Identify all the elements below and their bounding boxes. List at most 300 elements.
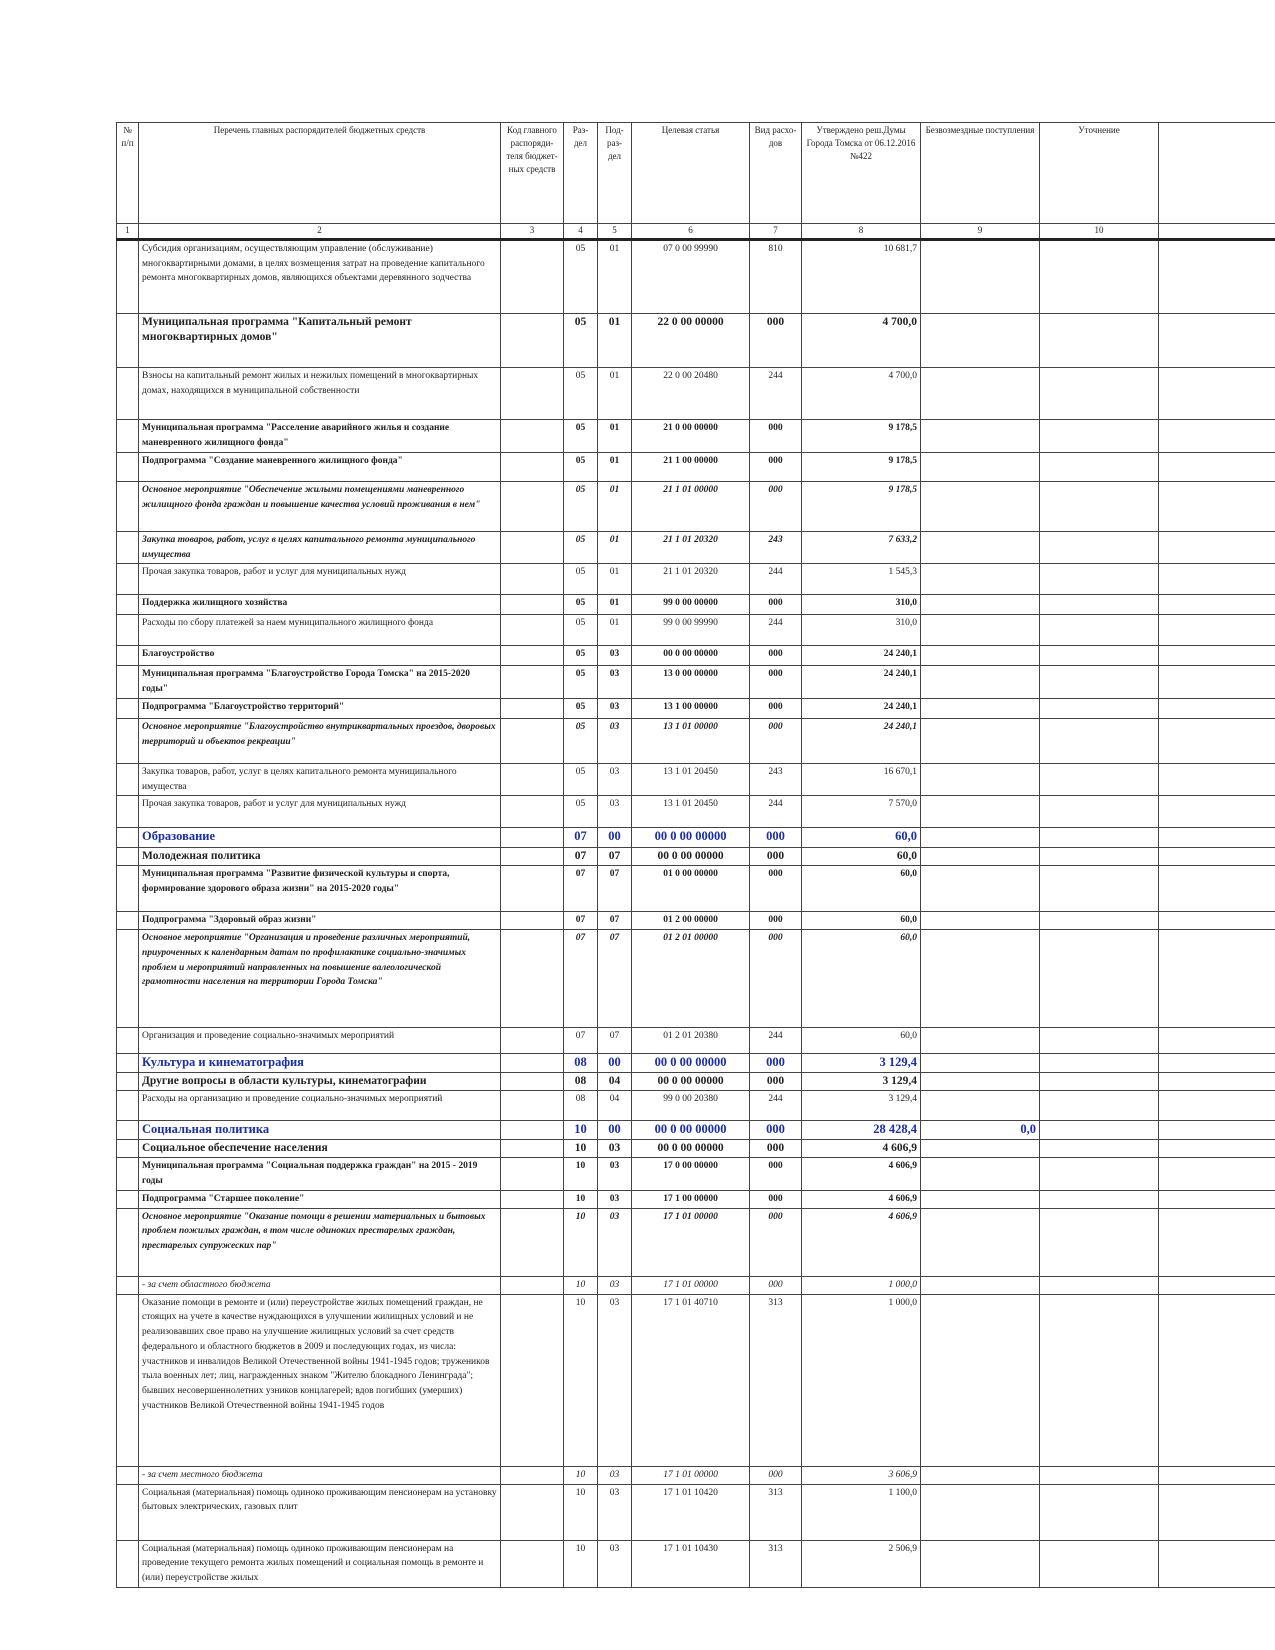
gratuitous-cell	[921, 718, 1040, 763]
colnum: 5	[598, 224, 632, 240]
approved-sum-cell: 1 100,0	[802, 1484, 921, 1540]
gratuitous-cell	[921, 419, 1040, 452]
approved-sum-cell: 7 633,2	[802, 531, 921, 563]
name-cell: Социальная (материальная) помощь одиноко проживающим пенсионерам на проведение текущего ремонта жилых помещений и социальная помощь в ремонте и (или) переустройстве жилых	[139, 1540, 501, 1587]
gratuitous-cell	[921, 1158, 1040, 1190]
manager-code-cell	[501, 419, 564, 452]
gratuitous-cell	[921, 698, 1040, 718]
expense-type-cell: 000	[750, 848, 802, 866]
section-cell: 07	[564, 912, 598, 930]
target-article-cell: 00 0 00 00000	[632, 828, 750, 848]
extra-cell	[1159, 452, 1275, 481]
subsection-cell: 00	[598, 1054, 632, 1073]
table-row	[117, 452, 1275, 481]
expense-type-cell: 244	[750, 1028, 802, 1054]
section-cell: 10	[564, 1466, 598, 1484]
gratuitous-cell	[921, 646, 1040, 666]
table-row	[117, 595, 1275, 615]
table-row	[117, 796, 1275, 828]
target-article-cell: 21 1 01 20320	[632, 564, 750, 595]
manager-code-cell	[501, 698, 564, 718]
target-article-cell: 21 1 01 20320	[632, 531, 750, 563]
clarification-cell	[1040, 313, 1159, 367]
name-cell: Благоустройство	[139, 646, 501, 666]
header-approved: Утверждено реш.Думы Города Томска от 06.12.2016 №422	[802, 123, 921, 224]
subsection-cell: 01	[598, 481, 632, 531]
num-cell	[117, 615, 139, 646]
subsection-cell: 03	[598, 796, 632, 828]
manager-code-cell	[501, 646, 564, 666]
clarification-cell	[1040, 1121, 1159, 1140]
num-cell	[117, 1276, 139, 1294]
target-article-cell: 01 2 01 20380	[632, 1028, 750, 1054]
num-cell	[117, 1054, 139, 1073]
approved-sum-cell: 60,0	[802, 828, 921, 848]
target-article-cell: 17 1 01 00000	[632, 1276, 750, 1294]
extra-cell	[1159, 930, 1275, 1028]
manager-code-cell	[501, 615, 564, 646]
target-article-cell: 00 0 00 00000	[632, 646, 750, 666]
target-article-cell: 01 2 01 00000	[632, 930, 750, 1028]
table-header-row	[117, 123, 1275, 224]
expense-type-cell: 000	[750, 1276, 802, 1294]
table-row	[117, 1073, 1275, 1091]
extra-cell	[1159, 1158, 1275, 1190]
num-cell	[117, 1294, 139, 1466]
section-cell: 05	[564, 564, 598, 595]
subsection-cell: 01	[598, 452, 632, 481]
section-cell: 08	[564, 1091, 598, 1121]
approved-sum-cell: 24 240,1	[802, 666, 921, 698]
gratuitous-cell	[921, 313, 1040, 367]
colnum: 2	[139, 224, 501, 240]
gratuitous-cell	[921, 531, 1040, 563]
num-cell	[117, 1540, 139, 1587]
name-cell: Социальное обеспечение населения	[139, 1140, 501, 1158]
section-cell: 05	[564, 481, 598, 531]
extra-cell	[1159, 698, 1275, 718]
section-cell: 07	[564, 1028, 598, 1054]
header-clarification: Уточнение	[1040, 123, 1159, 224]
table-row	[117, 848, 1275, 866]
name-cell: Оказание помощи в ремонте и (или) переустройстве жилых помещений граждан, не стоящих на учете в качестве нуждающихся в улучшении жилищных условий и не реализовавших свое право на улучшение жилищных условий за счет средств федерального и областного бюджетов в 2009 и последующих годах, из числа: участников и инвалидов Великой Отечественной войны 1941-1945 годов; тружеников тыла военных лет; лиц, награжденных знаком "Жителю блокадного Ленинграда"; бывших несовершеннолетних узников концлагерей; вдов погибших (умерших) участников Великой Отечественной войны 1941-1945 годов	[139, 1294, 501, 1466]
extra-cell	[1159, 828, 1275, 848]
name-cell: Муниципальная программа "Развитие физической культуры и спорта, формирование здорового образа жизни" на 2015-2020 годы"	[139, 866, 501, 912]
section-cell: 05	[564, 531, 598, 563]
extra-cell	[1159, 1276, 1275, 1294]
approved-sum-cell: 24 240,1	[802, 698, 921, 718]
section-cell: 05	[564, 239, 598, 313]
clarification-cell	[1040, 1190, 1159, 1208]
gratuitous-cell	[921, 930, 1040, 1028]
gratuitous-cell: 0,0	[921, 1121, 1040, 1140]
clarification-cell	[1040, 1466, 1159, 1484]
clarification-cell	[1040, 615, 1159, 646]
expense-type-cell: 313	[750, 1484, 802, 1540]
section-cell: 10	[564, 1121, 598, 1140]
approved-sum-cell: 4 606,9	[802, 1208, 921, 1276]
table-row	[117, 1276, 1275, 1294]
extra-cell	[1159, 419, 1275, 452]
subsection-cell: 03	[598, 763, 632, 795]
table-row	[117, 1294, 1275, 1466]
section-cell: 10	[564, 1540, 598, 1587]
target-article-cell: 21 0 00 00000	[632, 419, 750, 452]
subsection-cell: 00	[598, 1121, 632, 1140]
manager-code-cell	[501, 239, 564, 313]
clarification-cell	[1040, 1276, 1159, 1294]
clarification-cell	[1040, 452, 1159, 481]
name-cell: Социальная политика	[139, 1121, 501, 1140]
approved-sum-cell: 9 178,5	[802, 419, 921, 452]
num-cell	[117, 1466, 139, 1484]
extra-cell	[1159, 1054, 1275, 1073]
section-cell: 05	[564, 419, 598, 452]
manager-code-cell	[501, 718, 564, 763]
manager-code-cell	[501, 1276, 564, 1294]
expense-type-cell: 244	[750, 615, 802, 646]
table-row	[117, 531, 1275, 563]
expense-type-cell: 000	[750, 481, 802, 531]
table-row	[117, 912, 1275, 930]
extra-cell	[1159, 1140, 1275, 1158]
target-article-cell: 17 1 01 10430	[632, 1540, 750, 1587]
clarification-cell	[1040, 1158, 1159, 1190]
num-cell	[117, 1140, 139, 1158]
name-cell: Подпрограмма "Создание маневренного жилищного фонда"	[139, 452, 501, 481]
target-article-cell: 13 1 01 00000	[632, 718, 750, 763]
num-cell	[117, 848, 139, 866]
manager-code-cell	[501, 1190, 564, 1208]
num-cell	[117, 912, 139, 930]
table-row	[117, 1091, 1275, 1121]
clarification-cell	[1040, 698, 1159, 718]
table-row	[117, 1484, 1275, 1540]
subsection-cell: 07	[598, 1028, 632, 1054]
colnum: 8	[802, 224, 921, 240]
section-cell: 10	[564, 1158, 598, 1190]
expense-type-cell: 000	[750, 1466, 802, 1484]
approved-sum-cell: 60,0	[802, 848, 921, 866]
gratuitous-cell	[921, 763, 1040, 795]
target-article-cell: 17 1 01 00000	[632, 1208, 750, 1276]
num-cell	[117, 666, 139, 698]
expense-type-cell: 000	[750, 698, 802, 718]
subsection-cell: 03	[598, 1484, 632, 1540]
name-cell: Основное мероприятие "Обеспечение жилыми помещениями маневренного жилищного фонда граждан и повышение качества условий проживания в нем"	[139, 481, 501, 531]
manager-code-cell	[501, 1073, 564, 1091]
gratuitous-cell	[921, 564, 1040, 595]
table-row	[117, 666, 1275, 698]
approved-sum-cell: 4 606,9	[802, 1158, 921, 1190]
header-number: № п/п	[117, 123, 139, 224]
expense-type-cell: 313	[750, 1540, 802, 1587]
table-row	[117, 313, 1275, 367]
section-cell: 05	[564, 698, 598, 718]
section-cell: 10	[564, 1276, 598, 1294]
subsection-cell: 03	[598, 718, 632, 763]
approved-sum-cell: 60,0	[802, 930, 921, 1028]
name-cell: Подпрограмма "Старшее поколение"	[139, 1190, 501, 1208]
section-cell: 05	[564, 796, 598, 828]
target-article-cell: 17 1 00 00000	[632, 1190, 750, 1208]
clarification-cell	[1040, 1540, 1159, 1587]
section-cell: 08	[564, 1073, 598, 1091]
section-cell: 05	[564, 313, 598, 367]
clarification-cell	[1040, 481, 1159, 531]
manager-code-cell	[501, 1140, 564, 1158]
header-gratuitous: Безвозмездные поступления	[921, 123, 1040, 224]
name-cell: Закупка товаров, работ, услуг в целях капитального ремонта муниципального имущества	[139, 531, 501, 563]
approved-sum-cell: 60,0	[802, 866, 921, 912]
colnum: 3	[501, 224, 564, 240]
clarification-cell	[1040, 595, 1159, 615]
subsection-cell: 04	[598, 1091, 632, 1121]
approved-sum-cell: 3 129,4	[802, 1054, 921, 1073]
header-extra	[1159, 123, 1275, 224]
colnum: 10	[1040, 224, 1159, 240]
expense-type-cell: 000	[750, 1073, 802, 1091]
extra-cell	[1159, 239, 1275, 313]
num-cell	[117, 1073, 139, 1091]
manager-code-cell	[501, 1091, 564, 1121]
extra-cell	[1159, 564, 1275, 595]
table-row	[117, 866, 1275, 912]
expense-type-cell: 243	[750, 531, 802, 563]
num-cell	[117, 1091, 139, 1121]
expense-type-cell: 000	[750, 595, 802, 615]
gratuitous-cell	[921, 1294, 1040, 1466]
header-expense-type: Вид расхо-дов	[750, 123, 802, 224]
num-cell	[117, 531, 139, 563]
name-cell: Культура и кинематография	[139, 1054, 501, 1073]
expense-type-cell: 000	[750, 828, 802, 848]
subsection-cell: 03	[598, 698, 632, 718]
header-subsection: Под-раз-дел	[598, 123, 632, 224]
manager-code-cell	[501, 1294, 564, 1466]
colnum: 9	[921, 224, 1040, 240]
gratuitous-cell	[921, 1091, 1040, 1121]
section-cell: 07	[564, 828, 598, 848]
approved-sum-cell: 60,0	[802, 1028, 921, 1054]
num-cell	[117, 313, 139, 367]
extra-cell	[1159, 1073, 1275, 1091]
expense-type-cell: 000	[750, 1208, 802, 1276]
clarification-cell	[1040, 796, 1159, 828]
name-cell: Основное мероприятие "Организация и проведение различных мероприятий, приуроченных к календарным датам по профилактике социально-значимых проблем и мероприятий направленных на повышение валеологической грамотности населения на территории Города Томска"	[139, 930, 501, 1028]
name-cell: - за счет областного бюджета	[139, 1276, 501, 1294]
header-name: Перечень главных распорядителей бюджетных средств	[139, 123, 501, 224]
approved-sum-cell: 1 545,3	[802, 564, 921, 595]
num-cell	[117, 796, 139, 828]
subsection-cell: 03	[598, 1190, 632, 1208]
section-cell: 07	[564, 930, 598, 1028]
gratuitous-cell	[921, 866, 1040, 912]
extra-cell	[1159, 481, 1275, 531]
num-cell	[117, 564, 139, 595]
manager-code-cell	[501, 912, 564, 930]
num-cell	[117, 763, 139, 795]
header-section: Раз-дел	[564, 123, 598, 224]
manager-code-cell	[501, 930, 564, 1028]
gratuitous-cell	[921, 452, 1040, 481]
gratuitous-cell	[921, 1140, 1040, 1158]
table-row	[117, 930, 1275, 1028]
extra-cell	[1159, 531, 1275, 563]
section-cell: 05	[564, 595, 598, 615]
name-cell: Основное мероприятие "Оказание помощи в решении материальных и бытовых проблем пожилых граждан, в том числе одиноких престарелых граждан, престарелых супружеских пар"	[139, 1208, 501, 1276]
extra-cell	[1159, 1208, 1275, 1276]
num-cell	[117, 1208, 139, 1276]
clarification-cell	[1040, 1294, 1159, 1466]
name-cell: Образование	[139, 828, 501, 848]
name-cell: Взносы на капитальный ремонт жилых и нежилых помещений в многоквартирных домах, находящихся в муниципальной собственности	[139, 367, 501, 419]
clarification-cell	[1040, 531, 1159, 563]
target-article-cell: 13 1 00 00000	[632, 698, 750, 718]
manager-code-cell	[501, 595, 564, 615]
expense-type-cell: 810	[750, 239, 802, 313]
clarification-cell	[1040, 828, 1159, 848]
table-row	[117, 698, 1275, 718]
header-target-article: Целевая статья	[632, 123, 750, 224]
approved-sum-cell: 9 178,5	[802, 481, 921, 531]
approved-sum-cell: 4 606,9	[802, 1190, 921, 1208]
gratuitous-cell	[921, 1208, 1040, 1276]
expense-type-cell: 244	[750, 564, 802, 595]
manager-code-cell	[501, 1028, 564, 1054]
target-article-cell: 21 1 00 00000	[632, 452, 750, 481]
target-article-cell: 99 0 00 20380	[632, 1091, 750, 1121]
subsection-cell: 01	[598, 313, 632, 367]
name-cell: Муниципальная программа "Расселение аварийного жилья и создание маневренного жилищного фонда"	[139, 419, 501, 452]
approved-sum-cell: 4 700,0	[802, 367, 921, 419]
section-cell: 10	[564, 1294, 598, 1466]
manager-code-cell	[501, 796, 564, 828]
table-row	[117, 615, 1275, 646]
clarification-cell	[1040, 1054, 1159, 1073]
target-article-cell: 00 0 00 00000	[632, 1054, 750, 1073]
clarification-cell	[1040, 848, 1159, 866]
target-article-cell: 13 1 01 20450	[632, 796, 750, 828]
subsection-cell: 03	[598, 1540, 632, 1587]
target-article-cell: 01 2 00 00000	[632, 912, 750, 930]
subsection-cell: 03	[598, 646, 632, 666]
extra-cell	[1159, 1091, 1275, 1121]
manager-code-cell	[501, 1121, 564, 1140]
clarification-cell	[1040, 1208, 1159, 1276]
num-cell	[117, 1158, 139, 1190]
num-cell	[117, 1121, 139, 1140]
table-row	[117, 367, 1275, 419]
gratuitous-cell	[921, 239, 1040, 313]
num-cell	[117, 367, 139, 419]
section-cell: 07	[564, 848, 598, 866]
clarification-cell	[1040, 367, 1159, 419]
num-cell	[117, 1028, 139, 1054]
extra-cell	[1159, 1540, 1275, 1587]
extra-cell	[1159, 646, 1275, 666]
gratuitous-cell	[921, 1466, 1040, 1484]
expense-type-cell: 000	[750, 1140, 802, 1158]
gratuitous-cell	[921, 796, 1040, 828]
approved-sum-cell: 1 000,0	[802, 1276, 921, 1294]
clarification-cell	[1040, 1140, 1159, 1158]
expense-type-cell: 000	[750, 1158, 802, 1190]
extra-cell	[1159, 1484, 1275, 1540]
subsection-cell: 00	[598, 828, 632, 848]
extra-cell	[1159, 595, 1275, 615]
expense-type-cell: 000	[750, 313, 802, 367]
approved-sum-cell: 16 670,1	[802, 763, 921, 795]
num-cell	[117, 930, 139, 1028]
table-row	[117, 419, 1275, 452]
clarification-cell	[1040, 930, 1159, 1028]
gratuitous-cell	[921, 848, 1040, 866]
target-article-cell: 13 1 01 20450	[632, 763, 750, 795]
manager-code-cell	[501, 1466, 564, 1484]
section-cell: 10	[564, 1208, 598, 1276]
subsection-cell: 01	[598, 239, 632, 313]
num-cell	[117, 828, 139, 848]
num-cell	[117, 1484, 139, 1540]
table-row	[117, 828, 1275, 848]
num-cell	[117, 1190, 139, 1208]
approved-sum-cell: 4 700,0	[802, 313, 921, 367]
expense-type-cell: 313	[750, 1294, 802, 1466]
extra-cell	[1159, 615, 1275, 646]
target-article-cell: 21 1 01 00000	[632, 481, 750, 531]
name-cell: Прочая закупка товаров, работ и услуг для муниципальных нужд	[139, 796, 501, 828]
extra-cell	[1159, 1121, 1275, 1140]
section-cell: 05	[564, 615, 598, 646]
gratuitous-cell	[921, 1054, 1040, 1073]
gratuitous-cell	[921, 1540, 1040, 1587]
clarification-cell	[1040, 1073, 1159, 1091]
gratuitous-cell	[921, 481, 1040, 531]
section-cell: 05	[564, 646, 598, 666]
manager-code-cell	[501, 763, 564, 795]
colnum: 7	[750, 224, 802, 240]
extra-cell	[1159, 1294, 1275, 1466]
manager-code-cell	[501, 564, 564, 595]
name-cell: Социальная (материальная) помощь одиноко проживающим пенсионерам на установку бытовых электрических, газовых плит	[139, 1484, 501, 1540]
table-row	[117, 564, 1275, 595]
gratuitous-cell	[921, 828, 1040, 848]
approved-sum-cell: 3 606,9	[802, 1466, 921, 1484]
target-article-cell: 01 0 00 00000	[632, 866, 750, 912]
name-cell: Прочая закупка товаров, работ и услуг для муниципальных нужд	[139, 564, 501, 595]
expense-type-cell: 000	[750, 1121, 802, 1140]
target-article-cell: 00 0 00 00000	[632, 1073, 750, 1091]
num-cell	[117, 419, 139, 452]
gratuitous-cell	[921, 1484, 1040, 1540]
approved-sum-cell: 28 428,4	[802, 1121, 921, 1140]
extra-cell	[1159, 796, 1275, 828]
subsection-cell: 07	[598, 866, 632, 912]
clarification-cell	[1040, 718, 1159, 763]
budget-table	[116, 122, 1275, 1588]
section-cell: 05	[564, 763, 598, 795]
gratuitous-cell	[921, 595, 1040, 615]
table-row	[117, 1466, 1275, 1484]
expense-type-cell: 000	[750, 1190, 802, 1208]
table-row	[117, 1540, 1275, 1587]
table-row	[117, 1190, 1275, 1208]
name-cell: Муниципальная программа "Социальная поддержка граждан" на 2015 - 2019 годы	[139, 1158, 501, 1190]
num-cell	[117, 646, 139, 666]
approved-sum-cell: 3 129,4	[802, 1073, 921, 1091]
target-article-cell: 00 0 00 00000	[632, 1121, 750, 1140]
